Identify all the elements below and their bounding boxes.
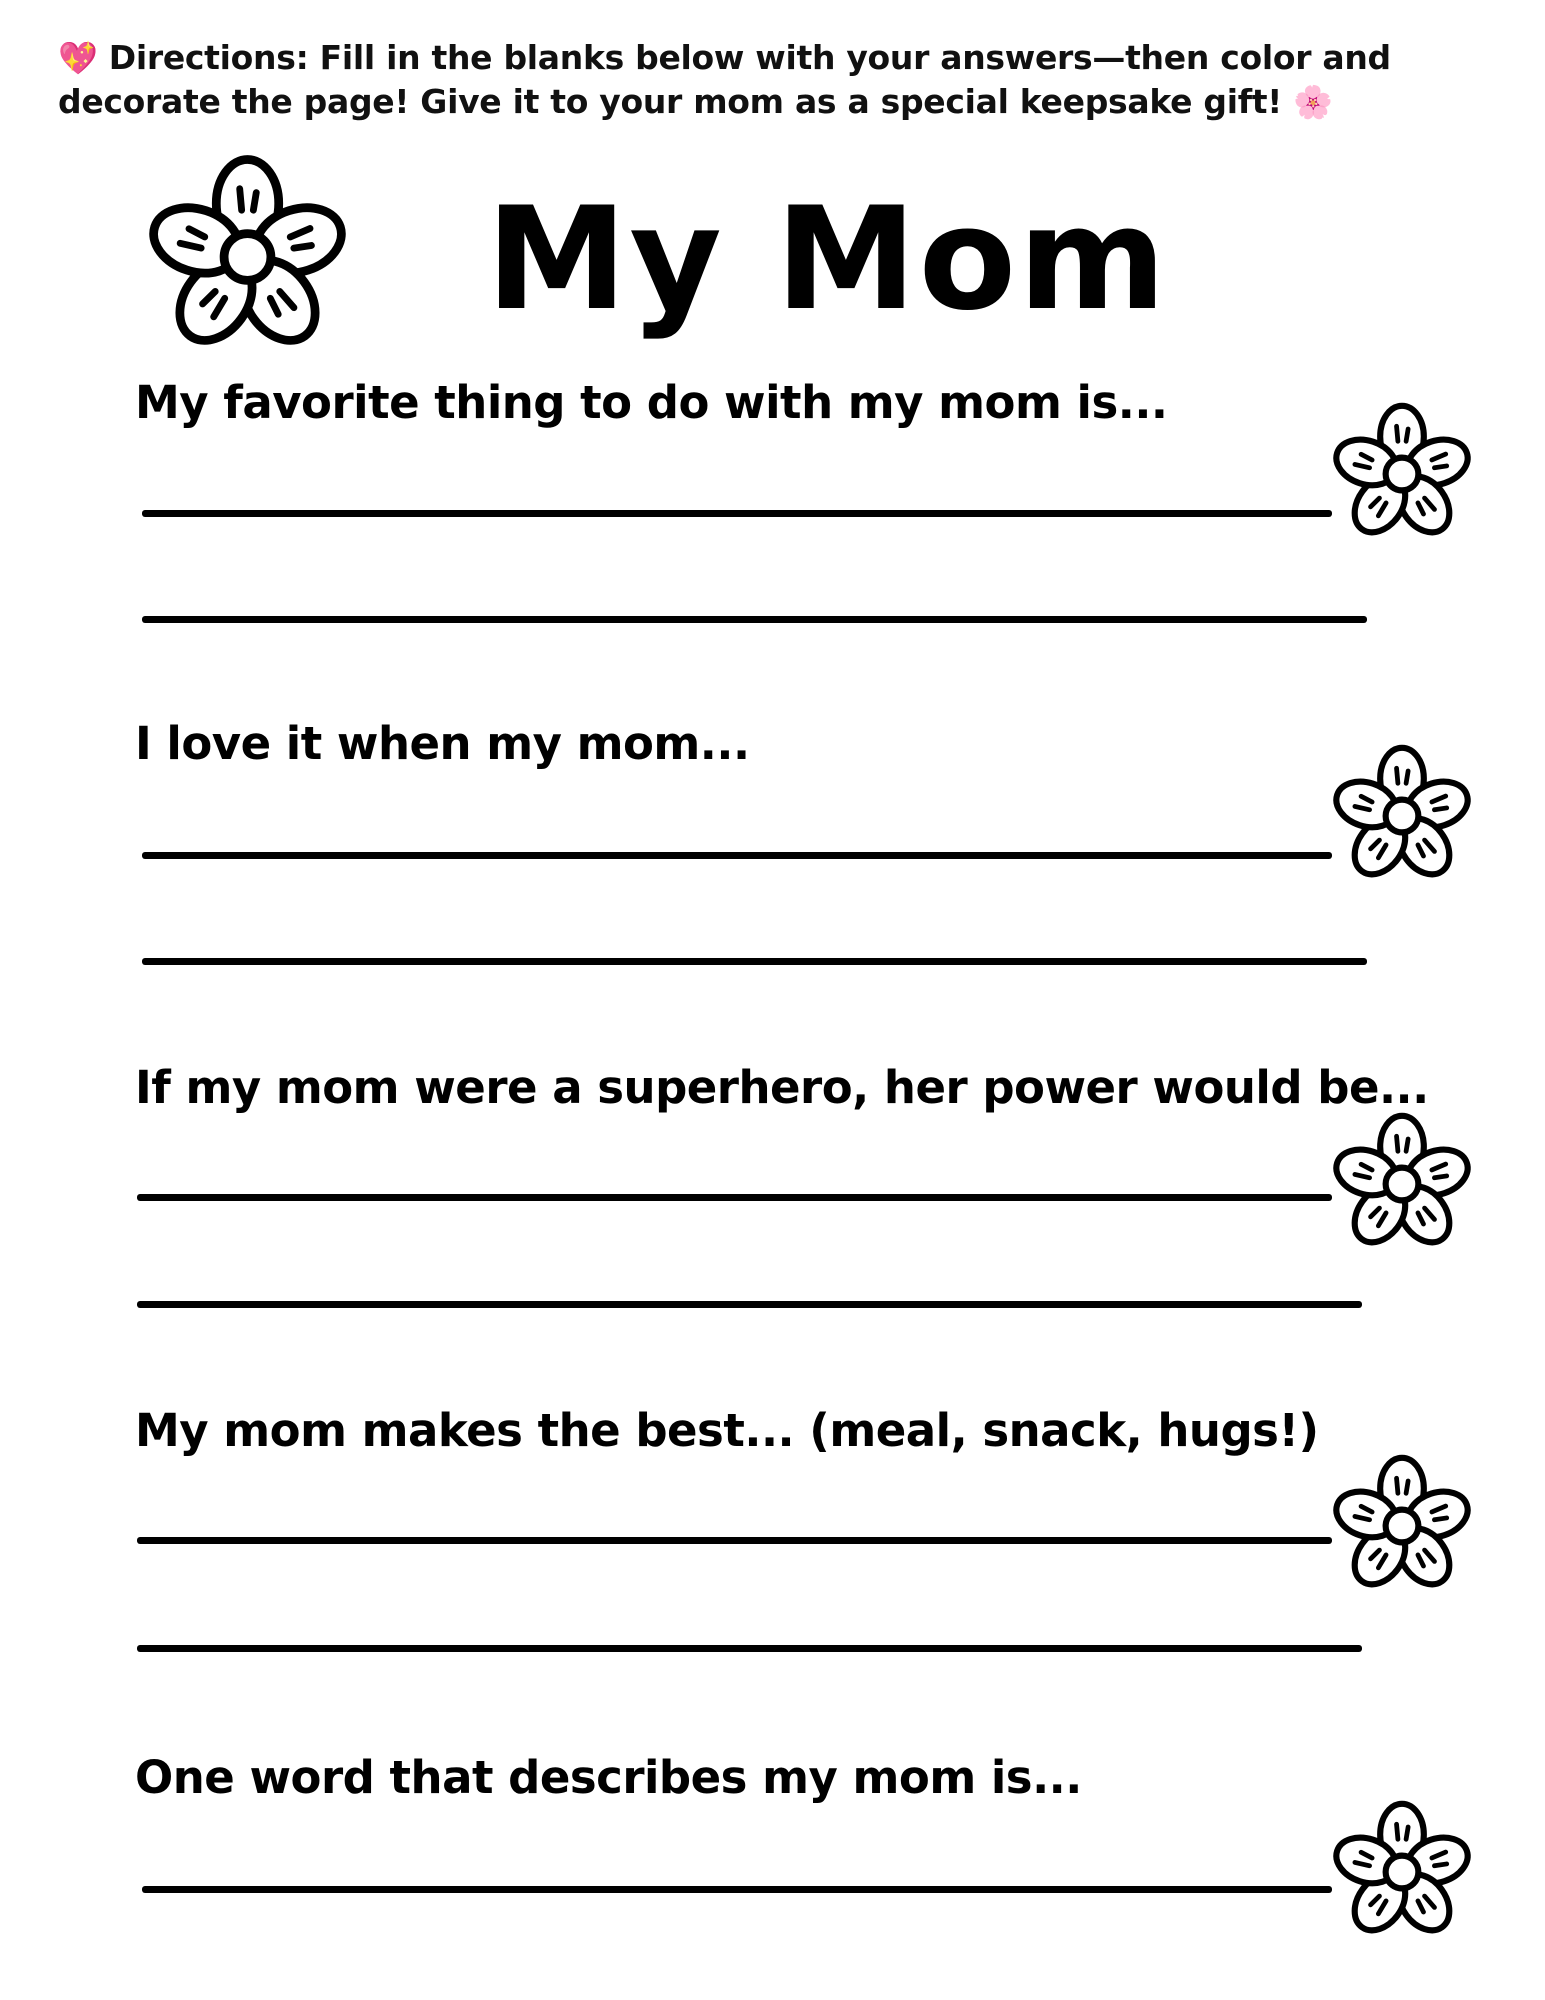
sparkling-heart-icon: 💖: [58, 39, 98, 77]
prompt-love-it-when: I love it when my mom...: [135, 717, 750, 770]
decorative-flower-icon: [125, 138, 370, 376]
answer-line[interactable]: [142, 1886, 1332, 1893]
prompt-makes-the-best: My mom makes the best... (meal, snack, hugs!): [135, 1404, 1319, 1457]
answer-line[interactable]: [137, 1301, 1362, 1308]
answer-line[interactable]: [142, 852, 1332, 859]
directions: [58, 36, 1478, 124]
flower-icon: [1312, 1786, 1492, 1958]
answer-line[interactable]: [142, 510, 1332, 517]
prompt-superhero-power: If my mom were a superhero, her power would be...: [135, 1061, 1429, 1114]
flower-icon: [1312, 1440, 1492, 1612]
answer-line[interactable]: [142, 616, 1367, 623]
answer-line[interactable]: [137, 1537, 1332, 1544]
answer-line[interactable]: [137, 1194, 1332, 1201]
flower-icon: [1312, 730, 1492, 902]
prompt-one-word: One word that describes my mom is...: [135, 1751, 1082, 1804]
prompt-favorite-thing: My favorite thing to do with my mom is...: [135, 376, 1168, 429]
flower-icon: [1312, 388, 1492, 560]
directions-text: Directions: Fill in the blanks below with your answers—then color and decorate the page! Give it to your mom as a special keepsake gift!: [58, 38, 1391, 121]
answer-line[interactable]: [137, 1645, 1362, 1652]
page-title: My Mom: [486, 177, 1169, 342]
cherry-blossom-icon: 🌸: [1293, 83, 1333, 121]
answer-line[interactable]: [142, 958, 1367, 965]
flower-icon: [1312, 1098, 1492, 1270]
